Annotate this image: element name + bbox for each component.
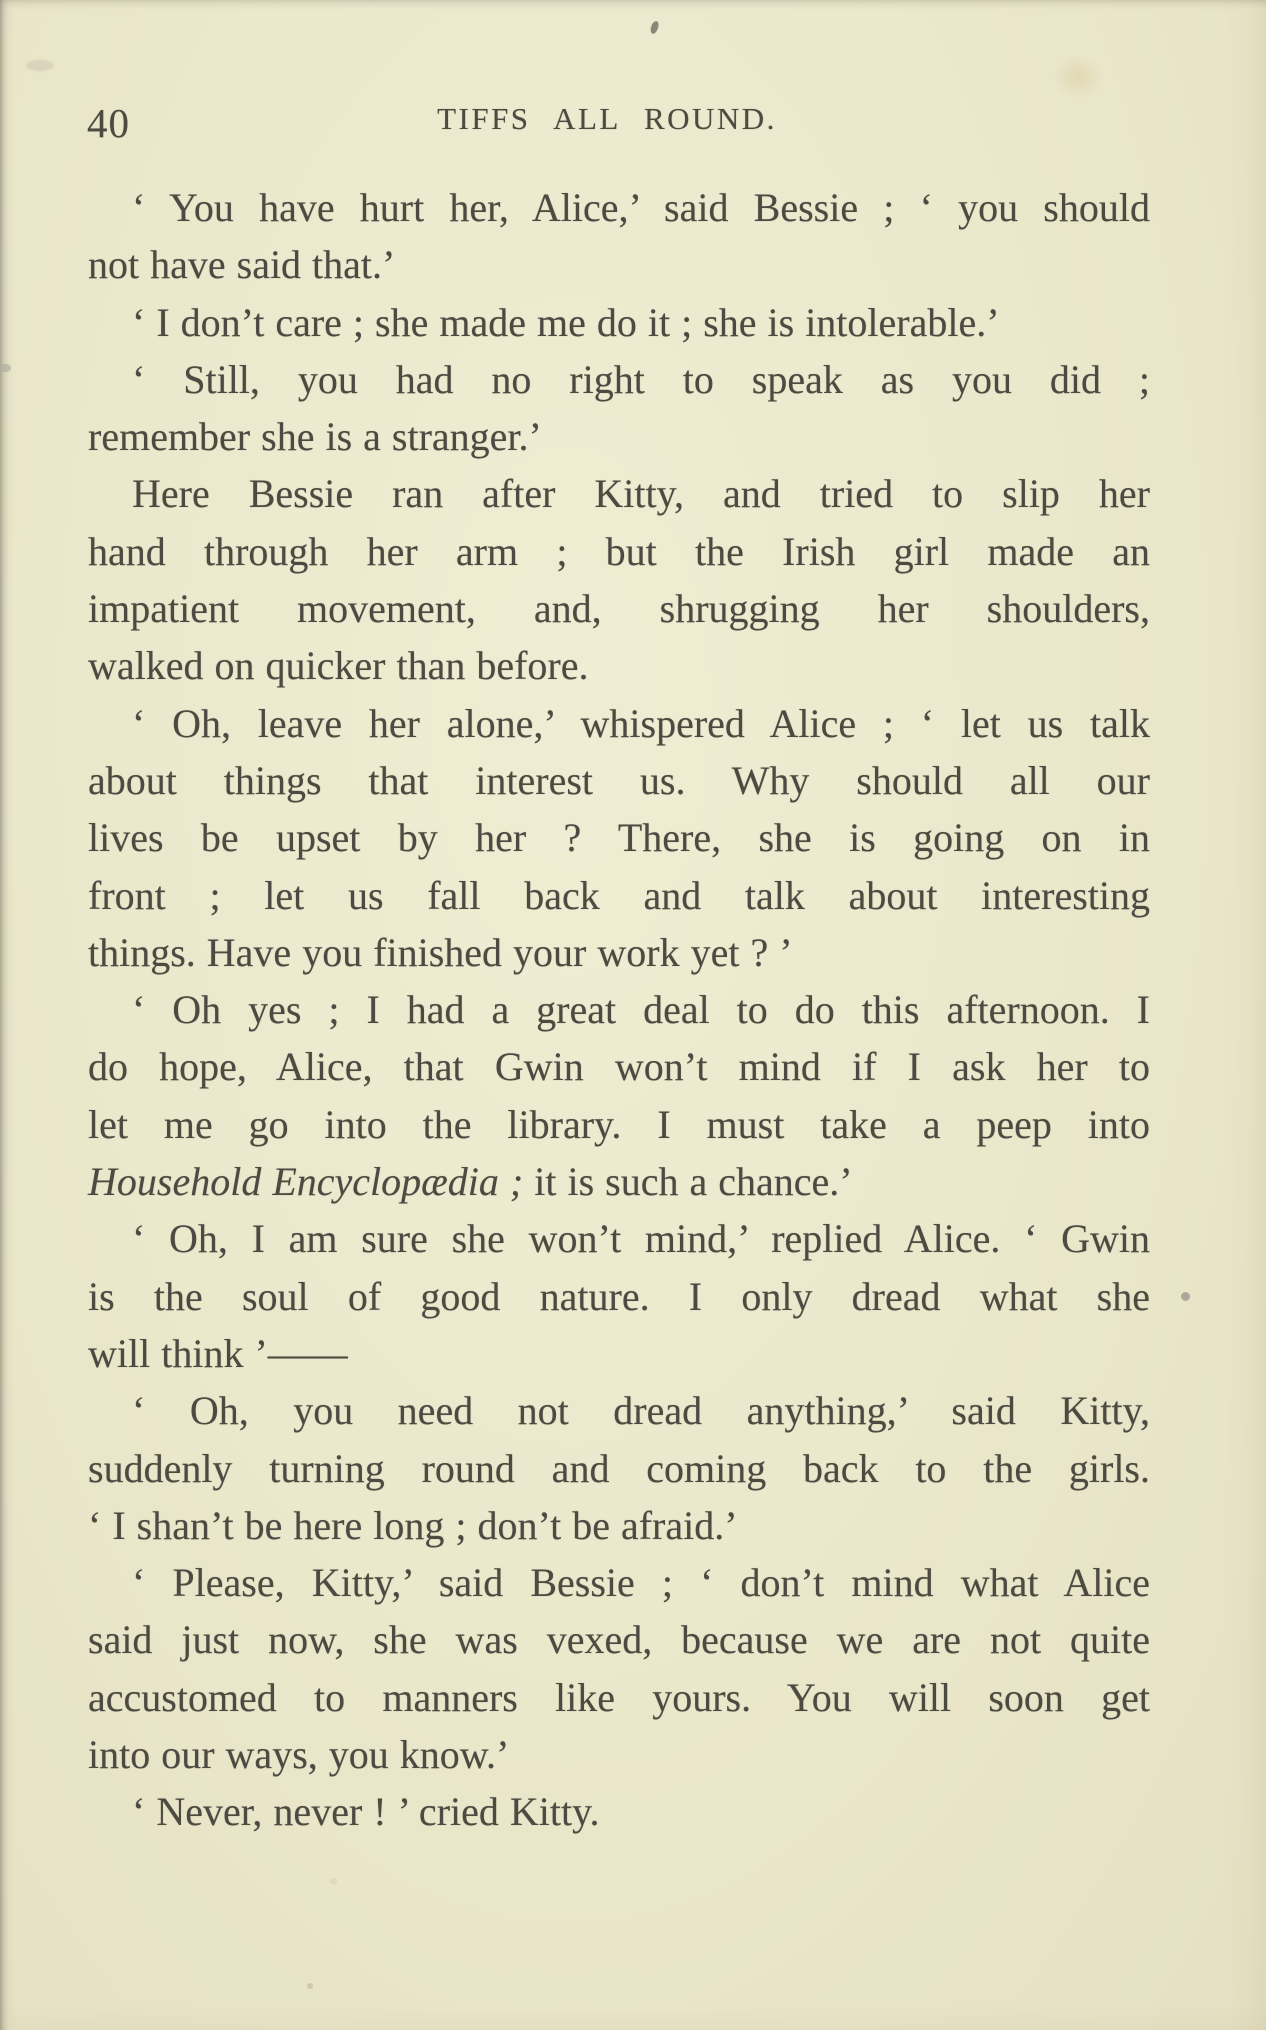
paragraph bbox=[88, 981, 1150, 1210]
page-number: 40 bbox=[87, 100, 130, 146]
text-line: hand through her arm ; but the Irish girl made an bbox=[88, 528, 1150, 574]
text-line: walked on quicker than before. bbox=[88, 643, 589, 689]
text-line: remember she is a stranger.’ bbox=[88, 414, 542, 460]
running-header: TIFFS ALL ROUND. bbox=[437, 101, 777, 136]
text-line: ‘ Oh, leave her alone,’ whispered Alice ; ‘ let us talk bbox=[132, 700, 1150, 746]
text-line: front ; let us fall back and talk about interesting bbox=[88, 872, 1150, 918]
paper-smudge bbox=[26, 60, 54, 71]
text-line: ‘ Oh, I am sure she won’t mind,’ replied Alice. ‘ Gwin bbox=[132, 1216, 1150, 1262]
text-line: Here Bessie ran after Kitty, and tried to slip her bbox=[132, 471, 1150, 517]
text-line: lives be upset by her ? There, she is going on in bbox=[88, 815, 1150, 861]
paragraph bbox=[88, 351, 1150, 466]
text-line: ‘ You have hurt her, Alice,’ said Bessie ; ‘ you should bbox=[132, 185, 1150, 230]
paper-stain bbox=[1052, 54, 1104, 100]
text-block bbox=[88, 179, 1150, 1841]
paper-speck bbox=[1181, 1292, 1190, 1301]
text-line: ‘ Please, Kitty,’ said Bessie ; ‘ don’t mind what Alice bbox=[132, 1560, 1150, 1606]
text-line: will think ’—— bbox=[88, 1330, 348, 1376]
text-line: suddenly turning round and coming back to the girls. bbox=[88, 1445, 1150, 1491]
paragraph bbox=[88, 465, 1150, 694]
text-line: ‘ Still, you had no right to speak as you did ; bbox=[132, 356, 1150, 402]
text-line: not have said that.’ bbox=[88, 242, 396, 288]
text-line: said just now, she was vexed, because we are not quite bbox=[88, 1617, 1150, 1663]
paragraph bbox=[88, 179, 1150, 294]
text-line: ‘ I shan’t be here long ; don’t be afraid.’ bbox=[88, 1502, 738, 1548]
paragraph bbox=[88, 1554, 1150, 1783]
text-line: ‘ Oh, you need not dread anything,’ said Kitty, bbox=[132, 1388, 1150, 1434]
text-line: let me go into the library. I must take a peep into bbox=[88, 1101, 1150, 1147]
text-line: things. Have you finished your work yet ? ’ bbox=[88, 929, 793, 975]
text-line: accustomed to manners like yours. You will soon get bbox=[88, 1674, 1150, 1720]
text-line: ‘ I don’t care ; she made me do it ; she is intolerable.’ bbox=[132, 299, 1000, 345]
text-line: impatient movement, and, shrugging her shoulders, bbox=[88, 586, 1150, 632]
paper-speck bbox=[330, 1878, 337, 1885]
text-line: Household Encyclopædia ; it is such a chance.’ bbox=[88, 1159, 853, 1205]
paragraph bbox=[88, 294, 1150, 351]
text-line: is the soul of good nature. I only dread what she bbox=[88, 1273, 1150, 1319]
text-line: about things that interest us. Why should all our bbox=[88, 757, 1150, 803]
italic-book-title: Household Encyclopædia ; bbox=[88, 1159, 524, 1205]
paragraph bbox=[88, 695, 1150, 981]
paper-speck bbox=[307, 1983, 313, 1989]
paper-speck bbox=[0, 364, 11, 372]
text-line: ‘ Oh yes ; I had a great deal to do this afternoon. I bbox=[132, 987, 1150, 1033]
paragraph bbox=[88, 1382, 1150, 1554]
paper-speck bbox=[650, 20, 660, 34]
text-line: do hope, Alice, that Gwin won’t mind if I ask her to bbox=[88, 1044, 1150, 1090]
text-line: into our ways, you know.’ bbox=[88, 1732, 510, 1778]
text-line: ‘ Never, never ! ’ cried Kitty. bbox=[132, 1789, 600, 1835]
paragraph bbox=[88, 1783, 1150, 1840]
paragraph bbox=[88, 1210, 1150, 1382]
